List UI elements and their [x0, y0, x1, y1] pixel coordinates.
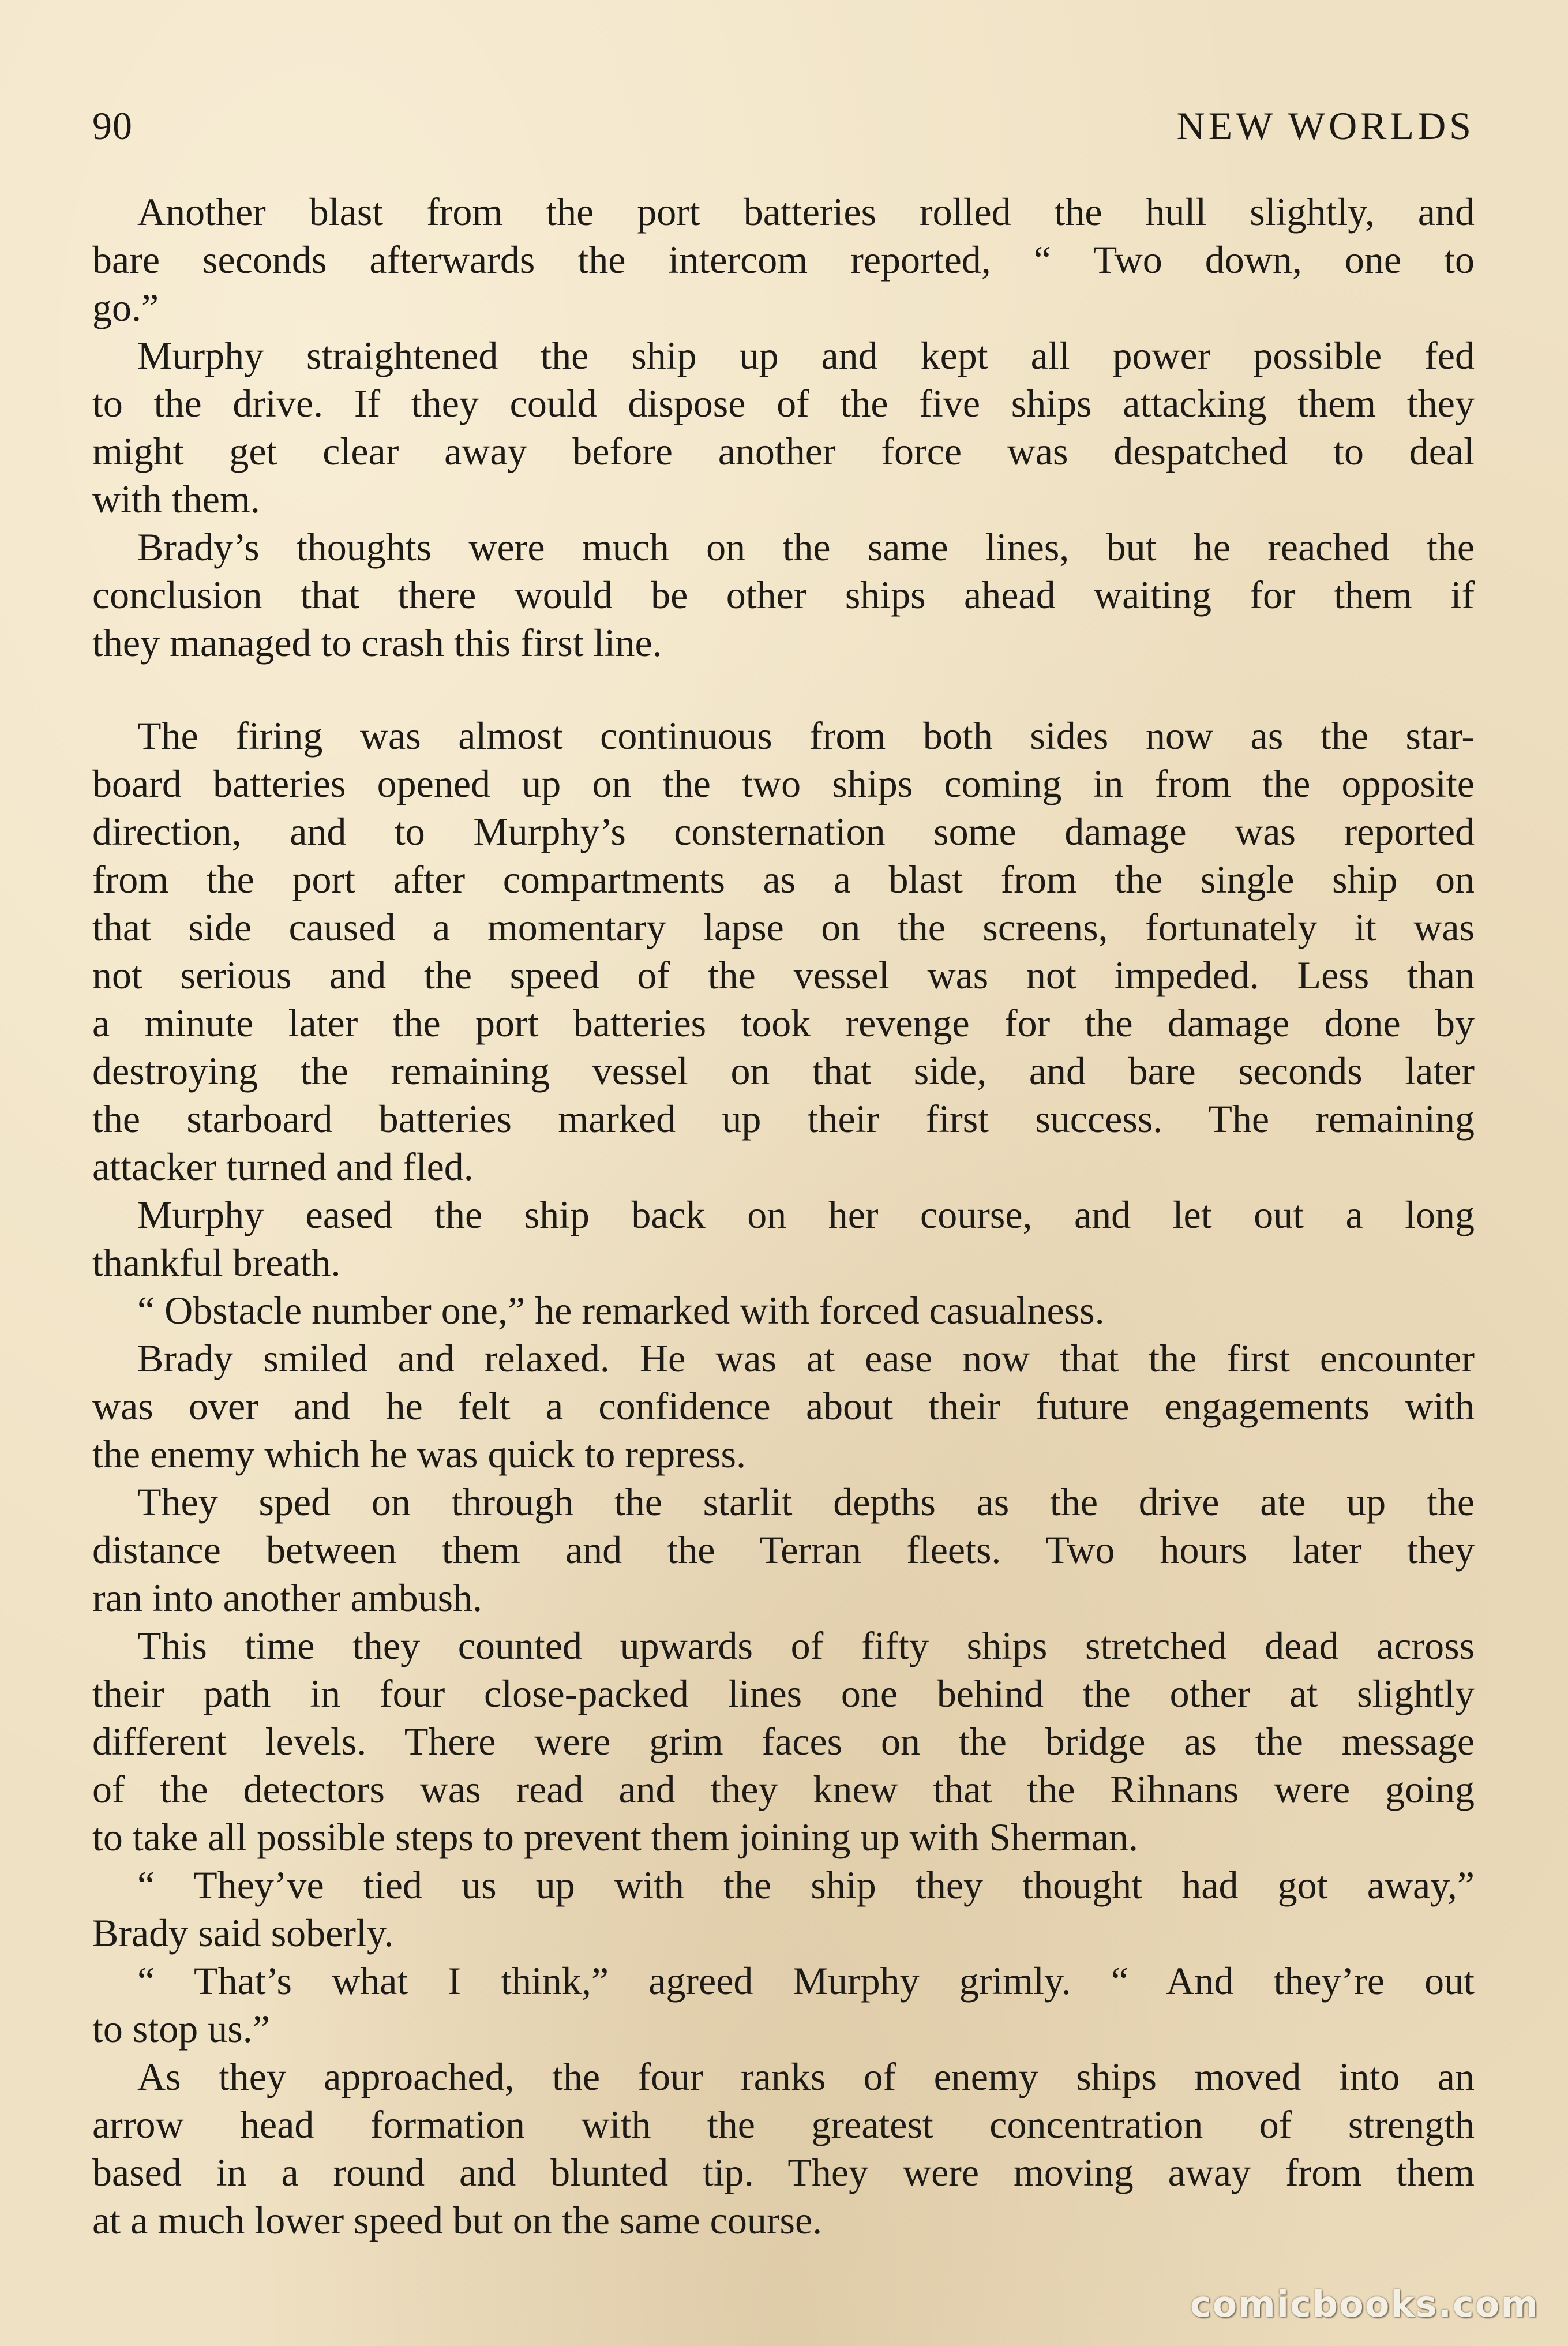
text-line: a minute later the port batteries took revenge for the damage done by — [92, 1001, 1475, 1045]
text-line: arrow head formation with the greatest concentration of strength — [92, 2103, 1475, 2146]
text-line: the enemy which he was quick to repress. — [92, 1432, 746, 1476]
text-line: “ That’s what I think,” agreed Murphy grimly. “ And they’re out — [137, 1959, 1475, 2003]
text-line: As they approached, the four ranks of enemy ships moved into an — [137, 2055, 1475, 2098]
text-line: Murphy straightened the ship up and kept all power possible fed — [137, 333, 1475, 377]
text-line: not serious and the speed of the vessel was not impeded. Less than — [92, 953, 1475, 997]
text-line: go.” — [92, 286, 159, 329]
text-line: conclusion that there would be other ships ahead waiting for them if — [92, 573, 1475, 617]
text-line: of the detectors was read and they knew that the Rihnans were going — [92, 1767, 1475, 1811]
text-line: ran into another ambush. — [92, 1576, 483, 1620]
text-line: Brady said soberly. — [92, 1911, 394, 1955]
text-line: Brady’s thoughts were much on the same lines, but he reached the — [137, 525, 1475, 569]
text-line: Another blast from the port batteries rolled the hull slightly, and — [137, 190, 1475, 234]
text-line: that side caused a momentary lapse on the screens, fortunately it was — [92, 905, 1475, 949]
text-line: with them. — [92, 477, 260, 521]
text-line: attacker turned and fled. — [92, 1145, 474, 1189]
text-line: Murphy eased the ship back on her course, and let out a long — [137, 1193, 1475, 1236]
page-number: 90 — [92, 104, 133, 148]
text-line: to take all possible steps to prevent them joining up with Sherman. — [92, 1815, 1139, 1859]
text-line: The firing was almost continuous from both sides now as the star- — [137, 714, 1475, 758]
text-line: their path in four close-packed lines one behind the other at slightly — [92, 1672, 1475, 1715]
journal-title: NEW WORLDS — [1176, 104, 1475, 148]
running-head — [92, 97, 1475, 155]
text-line: was over and he felt a confidence about their future engagements with — [92, 1384, 1475, 1428]
text-line: “ Obstacle number one,” he remarked with forced casualness. — [137, 1288, 1105, 1332]
text-line: at a much lower speed but on the same course. — [92, 2198, 823, 2242]
text-line: They sped on through the starlit depths as the drive ate up the — [137, 1480, 1475, 1524]
text-line: might get clear away before another force was despatched to deal — [92, 429, 1475, 473]
text-line: destroying the remaining vessel on that side, and bare seconds later — [92, 1049, 1475, 1093]
text-line: This time they counted upwards of fifty ships stretched dead across — [137, 1624, 1475, 1667]
text-line: “ They’ve tied us up with the ship they thought had got away,” — [137, 1863, 1475, 1907]
text-line: direction, and to Murphy’s consternation some damage was reported — [92, 810, 1475, 853]
body-text — [92, 188, 1475, 2244]
text-line: bare seconds afterwards the intercom reported, “ Two down, one to — [92, 238, 1475, 282]
text-line: to the drive. If they could dispose of the five ships attacking them they — [92, 381, 1475, 425]
text-line: board batteries opened up on the two ships coming in from the opposite — [92, 762, 1475, 805]
text-line: distance between them and the Terran fleets. Two hours later they — [92, 1528, 1475, 1572]
text-line: based in a round and blunted tip. They were moving away from them — [92, 2150, 1475, 2194]
text-line: from the port after compartments as a blast from the single ship on — [92, 857, 1475, 901]
text-line: to stop us.” — [92, 2007, 270, 2051]
text-line: different levels. There were grim faces on the bridge as the message — [92, 1719, 1475, 1763]
text-line: Brady smiled and relaxed. He was at ease now that the first encounter — [137, 1336, 1475, 1380]
text-line: they managed to crash this first line. — [92, 621, 662, 665]
section-break — [92, 667, 1475, 712]
text-line: the starboard batteries marked up their first success. The remaining — [92, 1097, 1475, 1141]
watermark: comicbooks.com — [1190, 2283, 1539, 2325]
text-line: thankful breath. — [92, 1241, 341, 1284]
